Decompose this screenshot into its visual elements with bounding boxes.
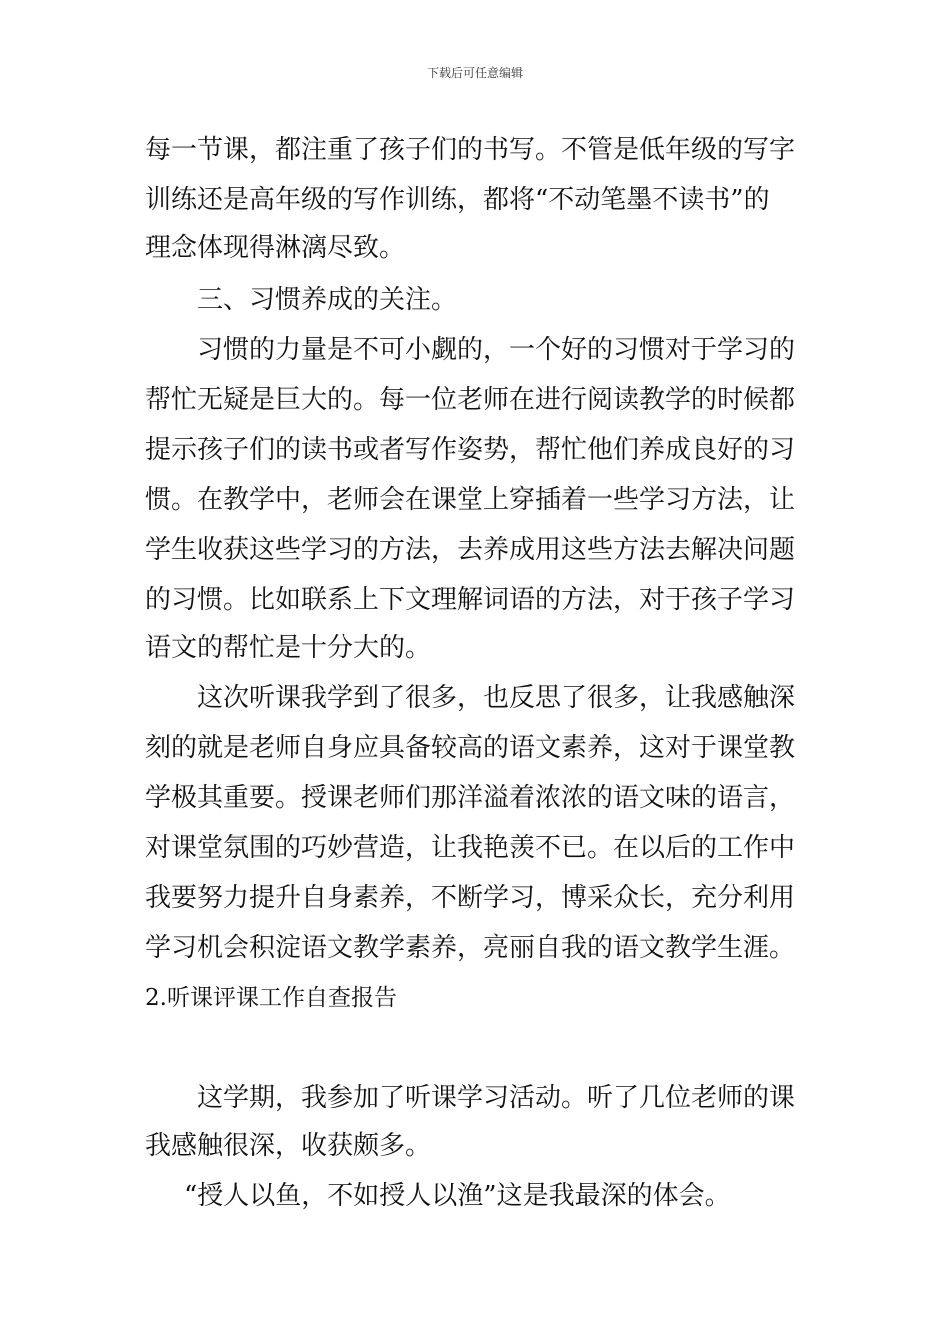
paragraph-line: 每一节课，都注重了孩子们的书写。不管是低年级的写字	[145, 135, 796, 165]
paragraph-line: 这次听课我学到了很多，也反思了很多，让我感触深	[197, 683, 796, 713]
paragraph-line: 惯。在教学中，老师会在课堂上穿插着一些学习方法，让	[145, 485, 796, 515]
page-header-note: 下载后可任意编辑	[426, 66, 523, 80]
paragraph-line: 刻的就是老师自身应具备较高的语文素养，这对于课堂教	[145, 733, 796, 763]
paragraph-line: 学生收获这些学习的方法，去养成用这些方法去解决问题	[145, 535, 796, 565]
paragraph-line: 理念体现得淋漓尽致。	[145, 233, 406, 263]
subsection-title: 三、习惯养成的关注。	[197, 285, 458, 315]
paragraph-line: 训练还是高年级的写作训练，都将“不动笔墨不读书”的	[145, 185, 770, 215]
paragraph-line: 这学期，我参加了听课学习活动。听了几位老师的课	[197, 1083, 796, 1113]
paragraph-line: 习惯的力量是不可小觑的，一个好的习惯对于学习的	[197, 335, 796, 365]
paragraph-line: 学极其重要。授课老师们那洋溢着浓浓的语文味的语言，	[145, 783, 796, 813]
paragraph-line: 语文的帮忙是十分大的。	[145, 633, 432, 663]
section-heading: 2.听课评课工作自查报告	[145, 985, 397, 1011]
paragraph-line: 帮忙无疑是巨大的。每一位老师在进行阅读教学的时候都	[145, 385, 796, 415]
paragraph-line: 的习惯。比如联系上下文理解词语的方法，对于孩子学习	[145, 585, 796, 615]
paragraph-line: “授人以鱼，不如授人以渔”这是我最深的体会。	[184, 1181, 731, 1211]
paragraph-line: 我要努力提升自身素养，不断学习，博采众长，充分利用	[145, 883, 796, 913]
paragraph-line: 提示孩子们的读书或者写作姿势，帮忙他们养成良好的习	[145, 435, 796, 465]
paragraph-line: 对课堂氛围的巧妙营造，让我艳羡不已。在以后的工作中	[145, 833, 796, 863]
paragraph-line: 我感触很深，收获颇多。	[145, 1131, 432, 1161]
paragraph-line: 学习机会积淀语文教学素养，亮丽自我的语文教学生涯。	[145, 933, 796, 963]
